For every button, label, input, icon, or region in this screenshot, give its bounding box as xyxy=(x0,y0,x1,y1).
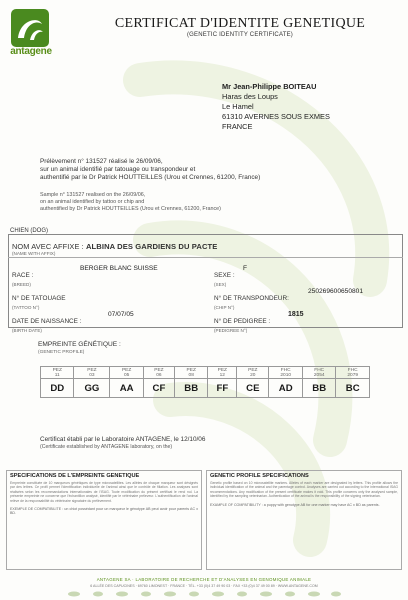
sampling-fr-line3: authentifié par le Dr Patrick HOUTTEILLES (Urou et Crennes, 61200, France) xyxy=(40,174,261,181)
divider xyxy=(8,257,403,258)
marker-header xyxy=(208,367,237,379)
marker-name: PEZ xyxy=(217,368,227,373)
marker-number: 05 xyxy=(123,373,130,378)
chip-field xyxy=(214,287,289,310)
dog-name-value: ALBINA DES GARDIENS DU PACTE xyxy=(85,242,218,251)
marker-header xyxy=(110,367,143,379)
genotype-value: DD xyxy=(41,379,74,398)
marker-number: 11 xyxy=(54,373,60,378)
breed-field xyxy=(12,264,33,287)
certification-en: (Certificate established by ANTAGENE laboratory, on the) xyxy=(40,444,173,450)
specifications-en-body: Genetic profile based on 10 microsatellite markers. Alleles of each marker are designated by letters. This profile allows the individual identification of the animal and the parentage control. Analyses are carried out according to the international ISAG recommendations. Any modification of the present certificate makes it void. This profile concerns only the analysed sample, identified by the sampling veterinarian. Authentication of the animal is the responsibility of the signing veterinarian. xyxy=(210,481,398,499)
sex-sub: (SEX) xyxy=(214,282,227,287)
sampling-fr-line2: sur un animal identifié par tatouage ou transpondeur et xyxy=(40,166,196,173)
sampling-info-en xyxy=(40,192,370,213)
marker-name: PEZ xyxy=(248,368,258,373)
recipient-address xyxy=(222,82,330,132)
marker-name: FHC xyxy=(314,368,325,373)
tattoo-sub: (TATTOO N°) xyxy=(12,305,40,310)
genotype-value: BC xyxy=(336,379,370,398)
recipient-line1: Haras des Loups xyxy=(222,92,278,101)
marker-number: 2010 xyxy=(280,373,292,378)
certification-fr: Certificat établi par le Laboratoire ANTAGENE, le 12/10/06 xyxy=(40,436,206,443)
marker-number: 2079 xyxy=(347,373,359,378)
certificate-title: CERTIFICAT D'IDENTITE GENETIQUE xyxy=(114,16,366,31)
marker-number: 03 xyxy=(89,373,95,378)
recipient-name: Mr Jean-Philippe BOITEAU xyxy=(222,82,317,91)
logo-text: antagene xyxy=(10,46,52,57)
sampling-en-line2: on an animal identified by tattoo or chip and xyxy=(40,199,145,205)
breed-value: BERGER BLANC SUISSE xyxy=(80,265,158,272)
recipient-line3: 61310 AVERNES SOUS EXMES xyxy=(222,112,330,121)
genetic-profile-label: EMPREINTE GÉNÉTIQUE : xyxy=(38,341,121,348)
marker-header xyxy=(143,367,174,379)
pedigree-field xyxy=(214,310,270,333)
dog-name-label: NOM AVEC AFFIXE : xyxy=(12,242,84,251)
animal-silhouettes-icon xyxy=(64,589,344,597)
birth-date-sub: (BIRTH DATE) xyxy=(12,328,42,333)
sampling-en-line3: authentified by Dr Patrick HOUTTEILLES (Urou et Crennes, 61200, France) xyxy=(40,206,221,212)
dog-name-sub: (NAME WITH AFFIX) xyxy=(12,251,56,256)
marker-name: PEZ xyxy=(154,368,164,373)
chip-value: 250269600650801 xyxy=(308,288,364,295)
marker-header xyxy=(302,367,335,379)
sampling-en-line1: Sample n° 131527 realised on the 26/09/06, xyxy=(40,192,146,198)
marker-header xyxy=(237,367,269,379)
genotype-value: AD xyxy=(269,379,302,398)
specifications-fr xyxy=(6,470,202,570)
sex-label: SEXE : xyxy=(214,272,235,279)
sex-field xyxy=(214,264,235,287)
genotype-value: AA xyxy=(110,379,143,398)
specifications-en-example: EXAMPLE OF COMPATIBILITY : a puppy with genotype AB for one marker may have AC x BD as parents. xyxy=(210,502,380,507)
breed-label: RACE : xyxy=(12,272,34,279)
marker-name: PEZ xyxy=(87,368,97,373)
dog-section-label: CHIEN (DOG) xyxy=(10,228,48,234)
sampling-fr-line1: Prélèvement n° 131527 réalisé le 26/09/06, xyxy=(40,158,163,165)
marker-header xyxy=(269,367,302,379)
tattoo-label: N° DE TATOUAGE xyxy=(12,295,66,302)
specifications-en-title: GENETIC PROFILE SPECIFICATIONS xyxy=(210,473,309,479)
certificate-subtitle: (GENETIC IDENTITY CERTIFICATE) xyxy=(186,32,293,38)
chip-sub: (CHIP N°) xyxy=(214,305,235,310)
breed-sub: (BREED) xyxy=(12,282,31,287)
sampling-info-fr xyxy=(40,158,370,182)
marker-number: 12 xyxy=(219,373,225,378)
marker-number: 08 xyxy=(188,373,194,378)
marker-number: 06 xyxy=(156,373,162,378)
genotype-value: CE xyxy=(237,379,269,398)
specifications-en xyxy=(206,470,402,570)
genotype-value: FF xyxy=(208,379,237,398)
marker-header xyxy=(74,367,110,379)
marker-header xyxy=(41,367,74,379)
birth-date-label: DATE DE NAISSANCE : xyxy=(12,318,82,325)
specifications-fr-example: EXEMPLE DE COMPATIBILITE : un chiot possédant pour un marqueur le génotype AB peut avoir pour parents AC x BD. xyxy=(10,507,198,516)
pedigree-label: N° DE PEDIGREE : xyxy=(214,318,271,325)
genotype-value: CF xyxy=(143,379,174,398)
antagene-logo xyxy=(10,8,50,50)
marker-header xyxy=(174,367,207,379)
sex-value: F xyxy=(243,265,248,272)
footer-address: 6 ALLÉE DES CAPUCINES · 69760 LIMONEST · FRANCE · TÉL. +33 (0)4 37 49 90 03 · FAX +33 (0)4 37 49 00 89 · WWW.ANTAGENE.COM xyxy=(90,584,318,588)
marker-number: 2054 xyxy=(313,373,325,378)
genotype-row xyxy=(41,379,370,398)
marker-row xyxy=(41,367,370,379)
marker-header xyxy=(336,367,370,379)
marker-name: FHC xyxy=(280,368,291,373)
marker-name: PEZ xyxy=(186,368,196,373)
specifications-fr-title: SPECIFICATIONS DE L'EMPREINTE GENETIQUE xyxy=(10,473,140,479)
dog-name-row xyxy=(12,242,217,251)
pedigree-value: 1815 xyxy=(288,311,304,318)
genotype-value: BB xyxy=(174,379,207,398)
genetic-profile-sub: (GENETIC PROFILE) xyxy=(38,350,85,355)
recipient-line4: FRANCE xyxy=(222,122,253,131)
pedigree-sub: (PEDIGREE N°) xyxy=(214,328,248,333)
specifications-fr-body: Empreinte constituée de 10 marqueurs génétiques de type microsatellites. Les allèles de chaque marqueur sont désignés par des lettres. Ce profil permet l'identification individuelle de l'animal ainsi que le contrôle de filiation. Les analyses sont réalisées selon les recommandations internationales de l'ISAG. Toute modification du présent certificat le rend nul. La présente empreinte ne concerne que l'échantillon analysé, identifié par le vétérinaire préleveur. L'authentification de l'animal relève de la responsabilité du vétérinaire signataire du prélèvement. xyxy=(10,481,198,503)
birth-date-field xyxy=(12,310,81,333)
genotype-value: GG xyxy=(74,379,110,398)
genetic-profile-table xyxy=(40,366,370,398)
birth-date-value: 07/07/05 xyxy=(108,311,134,318)
recipient-line2: Le Hamel xyxy=(222,102,254,111)
chip-label: N° DE TRANSPONDEUR: xyxy=(214,295,289,302)
genotype-value: BB xyxy=(302,379,335,398)
marker-name: PEZ xyxy=(121,368,132,373)
marker-number: 20 xyxy=(250,373,256,378)
tattoo-field xyxy=(12,287,66,310)
marker-name: PEZ xyxy=(52,368,62,373)
marker-name: FHC xyxy=(347,368,358,373)
footer-company: ANTAGENE SA · LABORATOIRE DE RECHERCHE ET D'ANALYSES EN GENOMIQUE ANIMALE xyxy=(96,577,312,582)
